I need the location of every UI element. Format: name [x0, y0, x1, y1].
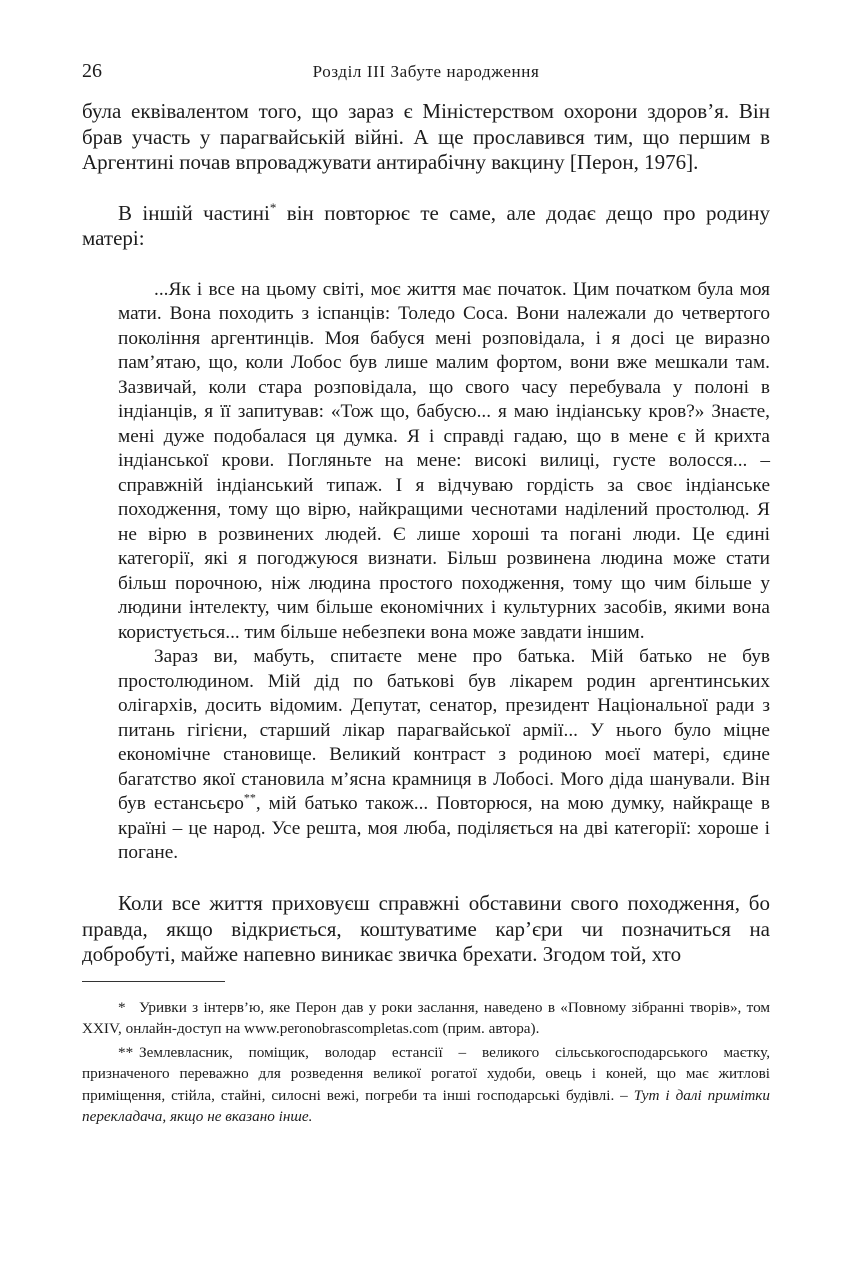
- block-quote: [118, 278, 770, 866]
- continued-paragraph: була еквівалентом того, що зараз є Міністерством охорони здоров’я. Він брав участь у парагвайській війні. А ще прославився тим, що першим в Аргентині почав впроваджувати антирабічну вакцину [Перон, 1976].: [82, 99, 770, 175]
- footnote-2-mark: **: [118, 1044, 134, 1062]
- intro-paragraph: [82, 201, 770, 252]
- running-title: Розділ III Забуте народження: [312, 62, 540, 81]
- footnote-1-text: Уривки з інтерв’ю, яке Перон дав у роки заслання, наведено в «Повному зібранні творів», том XXIV, онлайн-доступ на www.peronobrascompletas.com (прим. автора).: [82, 998, 770, 1037]
- page-header: [82, 60, 770, 86]
- quote-paragraph-2: [118, 645, 770, 866]
- footnote-2-text: Землевласник, поміщик, володар естансії – великого сільськогосподарського маєтку, призначеного переважно для розведення великої рогатої худоби, овець і коней, що має житлові приміщення, стійла, стайні, силосні вежі, погреби та інші господарські будівлі. –: [82, 1044, 770, 1104]
- intro-text-end: він повторює те саме, але додає дещо про родину матері:: [82, 200, 770, 251]
- quote-paragraph-1: ...Як і все на цьому світі, моє життя має початок. Цим початком була моя мати. Вона походить з іспанців: Толедо Соса. Вони належали до четвертого покоління аргентинців. Моя бабуся мені розповідала, і я досі це виразно пам’ятаю, що, коли Лобос був лише малим фортом, вони вже мешкали там. Зазвичай, коли стара розповідала, що свого часу перебувала у полоні в індіанців, я її запитував: «Тож що, бабусю... я маю індіанську кров?» Знаєте, мені дуже подобалася ця думка. Я і справді гадаю, що в мене є й крихта індіанської крови. Погляньте на мене: високі вилиці, густе волосся... – справжній індіанський типаж. І я відчуваю гордість за своє індіанське походження, тому що вірю, найкращими чеснотами наділений простолюд. Я не вірю в розвинених людей. Є лише хороші та погані люди. Це єдині категорії, які я погоджуюся визнати. Більш розвинена людина може стати більш порочною, ніж людина простого походження, тому що чим більше у людини інтелекту, чим більше економічних і культурних засобів, якими вона користується... тим більше небезпеки вона може завдати іншим.: [118, 278, 770, 643]
- page-body: [82, 99, 770, 1130]
- footnote-1: [82, 997, 770, 1039]
- footnote-ref-2: **: [243, 791, 256, 806]
- closing-paragraph: Коли все життя приховуєш справжні обставини свого походження, бо правда, якщо відкриється, коштуватиме кар’єри чи позначиться на добробуті, майже напевно виникає звичка брехати. Згодом той, хто: [82, 890, 770, 967]
- footnote-ref-1: *: [269, 199, 277, 215]
- quote-text-end: , мій батько також... Повторюся, на мою думку, найкраще в країні – це народ. Усе решта, моя люба, поділяється на дві категорії: хороше і погане.: [118, 793, 770, 864]
- page-number: 26: [82, 60, 102, 82]
- footnote-2-italic-note: Тут і далі примітки перекладача, якщо не вказано інше.: [82, 1086, 770, 1125]
- quote-text-start: Зараз ви, мабуть, спитаєте мене про батька. Мій батько не був простолюдином. Мій дід по батькові був лікарем родин аргентинських олігархів, досить відомим. Депутат, сенатор, президент Національної ради з питань гігієни, старший лікар парагвайської армії... У нього було міцне економічне становище. Великий контраст з родиною моєї матері, єдине багатство якої становила м’ясна крамниця в Лобосі. Мого діда шанували. Він був естансьєро: [118, 646, 770, 815]
- intro-text-start: В іншій частині: [118, 200, 270, 225]
- footnote-1-mark: *: [118, 998, 126, 1016]
- footnote-divider: [82, 981, 225, 982]
- footnote-2: [82, 1042, 770, 1127]
